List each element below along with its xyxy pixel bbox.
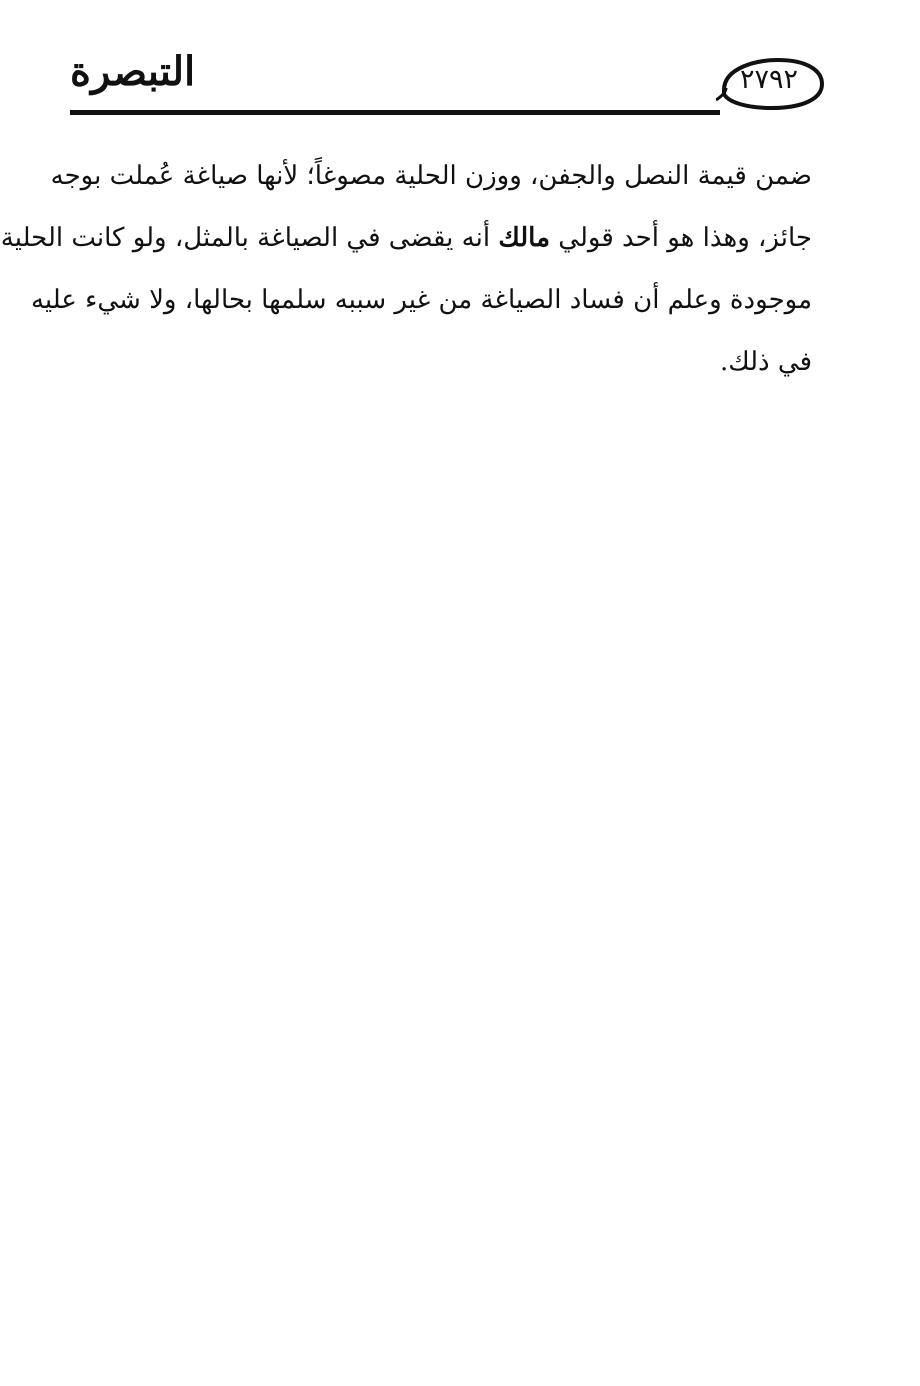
text-line [0, 207, 812, 269]
text-line: موجودة وعلم أن فساد الصياغة من غير سببه سلمها بحالها، ولا شيء عليه [30, 285, 812, 315]
text-line: ضمن قيمة النصل والجفن، ووزن الحلية مصوغاً؛ لأنها صياغة عُملت بوجه [50, 161, 812, 191]
book-title: التبصرة [70, 48, 196, 95]
header-rule [70, 110, 720, 115]
scholar-name: مالك [498, 223, 551, 253]
text-segment: أنه يقضى في الصياغة بالمثل، ولو كانت الحلية [0, 223, 499, 253]
page-number-frame [716, 54, 826, 114]
body-paragraph [0, 145, 812, 393]
text-segment: جائز، وهذا هو أحد قولي [550, 223, 812, 253]
page-number: ٢٧٩٢ [739, 64, 798, 95]
text-line: في ذلك. [719, 347, 812, 377]
